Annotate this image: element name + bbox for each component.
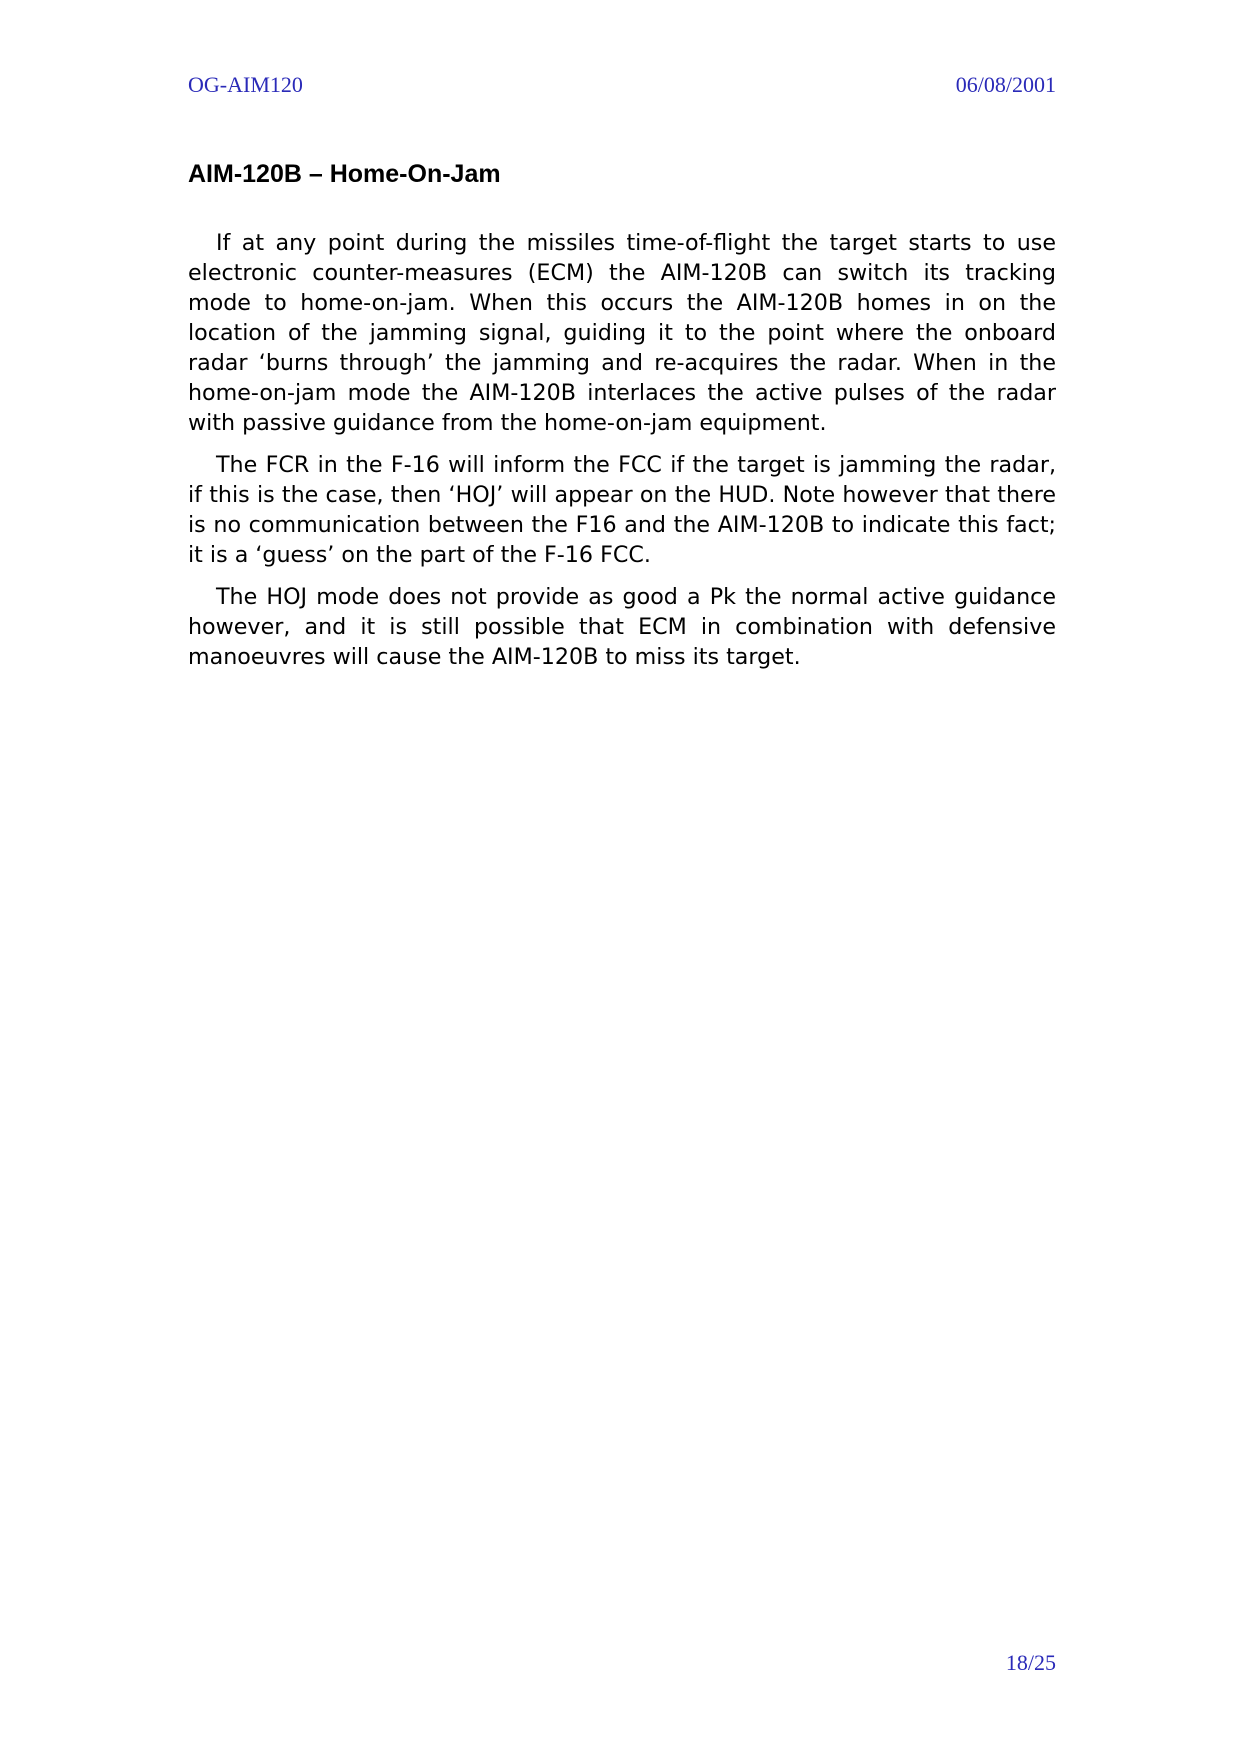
section-title: AIM-120B – Home-On-Jam <box>188 160 501 188</box>
paragraph: If at any point during the missiles time-of-flight the target starts to use electronic counter-measures (ECM) the AIM-120B can switch its tracking mode to home-on-jam. When this occurs the AIM-120B homes in on the location of the jamming signal, guiding it to the point where the onboard radar ‘burns through’ the jamming and re-acquires the radar. When in the home-on-jam mode the AIM-120B interlaces the active pulses of the radar with passive guidance from the home-on-jam equipment. <box>188 230 1056 436</box>
page-number: 18/25 <box>1005 1650 1056 1675</box>
document-date: 06/08/2001 <box>955 72 1056 97</box>
paragraph: The HOJ mode does not provide as good a Pk the normal active guidance however, and it is still possible that ECM in combination with defensive manoeuvres will cause the AIM-120B to miss its target. <box>188 584 1056 670</box>
section-body <box>188 228 1056 684</box>
page-header <box>188 72 1056 104</box>
document-id: OG-AIM120 <box>188 72 303 97</box>
paragraph: The FCR in the F-16 will inform the FCC if the target is jamming the radar, if this is the case, then ‘HOJ’ will appear on the HUD. Note however that there is no communication between the F16 and the AIM-120B to indicate this fact; it is a ‘guess’ on the part of the F-16 FCC. <box>188 452 1056 568</box>
